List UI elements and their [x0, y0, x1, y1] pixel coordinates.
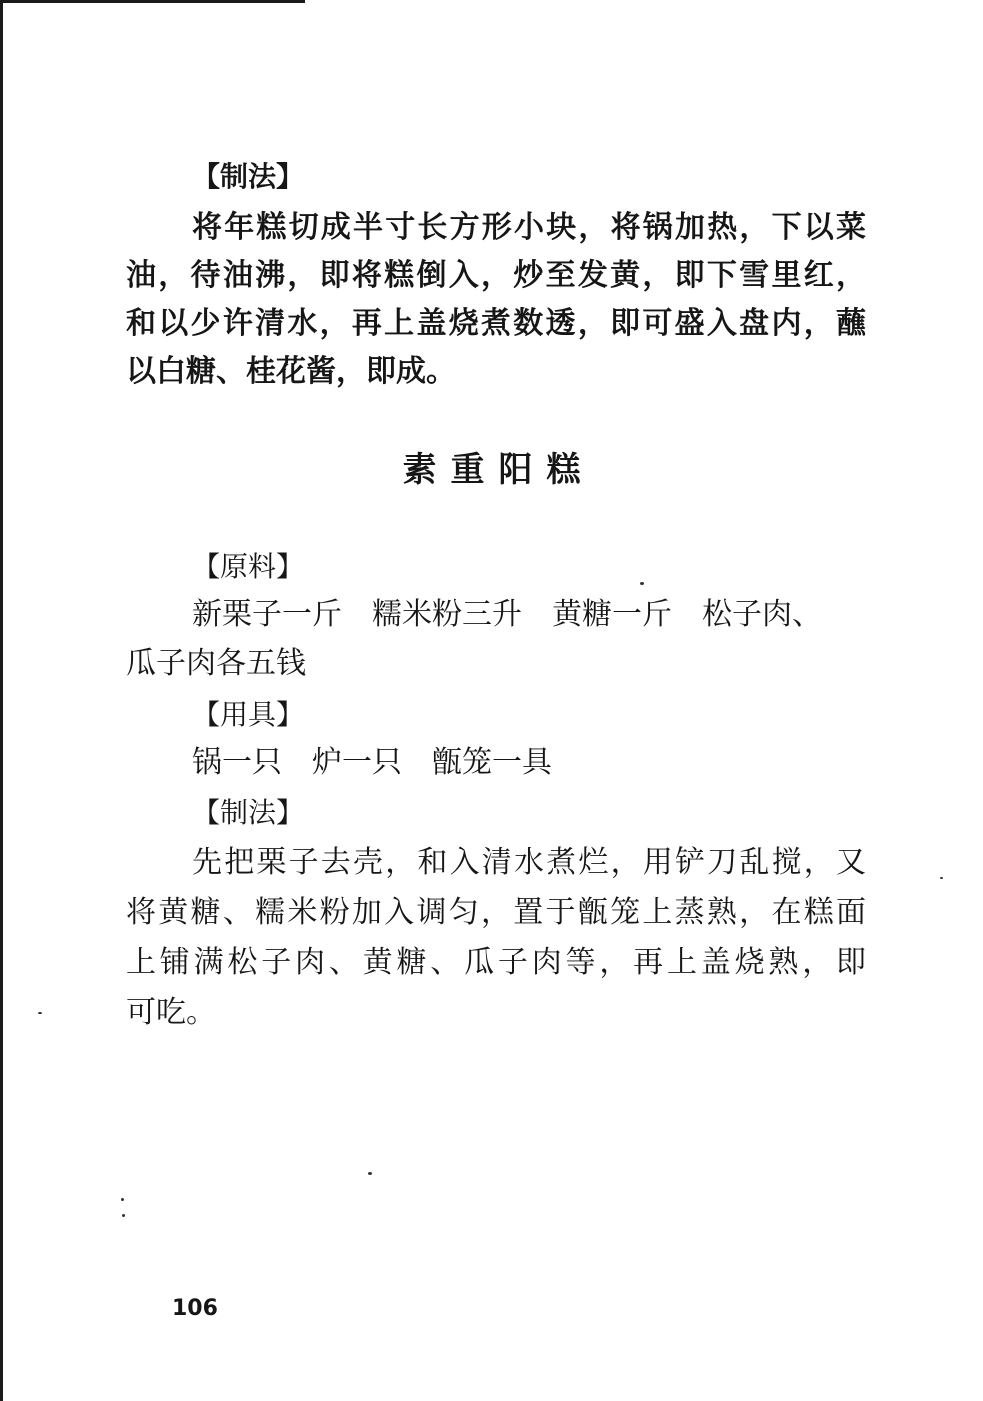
tools-line: 锅一只 炉一只 甑笼一具 — [192, 745, 552, 780]
scan-speck — [121, 1198, 124, 1201]
top-rule — [0, 0, 305, 3]
section-heading-method: 【制法】 — [192, 160, 305, 193]
ingredient-line: 新栗子一斤 糯米粉三升 黄糖一斤 松子肉、 — [192, 597, 822, 632]
method-line: 可吃。 — [126, 995, 216, 1030]
scan-speck — [640, 582, 644, 585]
section-heading-ingredients: 【原料】 — [192, 550, 305, 583]
method-line: 将黄糖、糯米粉加入调匀，置于甑笼上蒸熟，在糕面 — [126, 895, 866, 930]
method-line: 先把栗子去壳，和入清水煮烂，用铲刀乱搅，又 — [192, 845, 866, 880]
paragraph-line: 以白糖、桂花酱，即成。 — [126, 354, 456, 389]
scan-speck — [368, 1172, 372, 1175]
section-heading-tools: 【用具】 — [192, 698, 305, 731]
paragraph-line: 油，待油沸，即将糕倒入，炒至发黄，即下雪里红， — [126, 258, 866, 293]
page-edge — [0, 0, 3, 1401]
page-number: 106 — [172, 1296, 218, 1321]
section-heading-method: 【制法】 — [192, 796, 305, 829]
scan-speck — [940, 877, 943, 879]
method-line: 上铺满松子肉、黄糖、瓜子肉等，再上盖烧熟，即 — [126, 945, 866, 980]
ingredient-line: 瓜子肉各五钱 — [126, 646, 306, 681]
scan-speck — [38, 1012, 42, 1014]
scan-speck — [122, 1214, 125, 1217]
paragraph-line: 和以少许清水，再上盖烧煮数透，即可盛入盘内，蘸 — [126, 306, 866, 341]
recipe-title: 素重阳糕 — [402, 450, 595, 490]
paragraph-line: 将年糕切成半寸长方形小块，将锅加热，下以菜 — [192, 210, 866, 245]
